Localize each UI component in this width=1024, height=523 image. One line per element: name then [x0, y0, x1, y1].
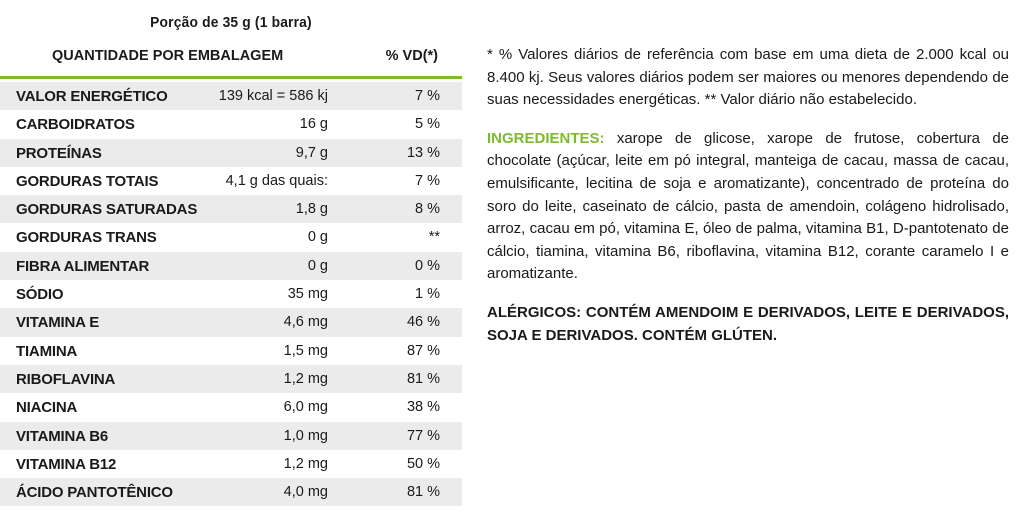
nutrient-amount: 1,8 g [295, 201, 328, 218]
nutrient-name: VITAMINA B12 [16, 455, 117, 473]
table-row [0, 422, 462, 450]
table-row [0, 478, 462, 506]
nutrient-vd: 7 % [415, 88, 440, 104]
nutrient-amount: 35 mg [287, 286, 328, 303]
table-row [0, 365, 462, 393]
ingredients-label: INGREDIENTES: [487, 129, 605, 147]
nutrient-vd: 38 % [406, 399, 440, 416]
table-row [0, 308, 462, 336]
nutrient-vd: ** [428, 229, 440, 246]
header-divider [0, 76, 462, 79]
nutrient-vd: 7 % [415, 172, 440, 189]
nutrient-name: VALOR ENERGÉTICO [16, 88, 168, 105]
nutrient-name: CARBOIDRATOS [16, 116, 135, 134]
nutrient-name: RIBOFLAVINA [16, 370, 116, 388]
table-row [0, 167, 462, 195]
table-row [0, 280, 462, 308]
footnote: * % Valores diários de referência com base em uma dieta de 2.000 kcal ou 8.400 kj. Seus valores diários podem ser maiores ou menores dependendo de suas necessidades energéticas. ** Valor diário não estabelecido. [487, 46, 1009, 109]
nutrient-amount: 4,0 mg [283, 484, 328, 501]
table-row [0, 82, 462, 110]
nutrient-amount: 6,0 mg [283, 399, 328, 416]
nutrition-table [0, 82, 462, 506]
nutrient-name: TIAMINA [16, 342, 78, 360]
ingredients [487, 128, 1009, 286]
nutrient-name: ÁCIDO PANTOTÊNICO [16, 484, 173, 502]
table-row [0, 195, 462, 223]
table-header [0, 46, 462, 70]
quantity-header: QUANTIDADE POR EMBALAGEM [52, 48, 284, 64]
nutrient-amount: 0 g [307, 257, 328, 274]
nutrient-amount: 1,2 mg [283, 370, 328, 387]
nutrient-name: SÓDIO [16, 286, 64, 304]
nutrient-amount: 9,7 g [295, 144, 328, 161]
nutrient-amount: 16 g [299, 116, 328, 133]
nutrient-name: GORDURAS TOTAIS [16, 172, 159, 190]
allergens-warning: ALÉRGICOS: CONTÉM AMENDOIM E DERIVADOS, LEITE E DERIVADOS, SOJA E DERIVADOS. CONTÉM GLÚTEN. [487, 303, 1009, 344]
ingredients-text: xarope de glicose, xarope de frutose, cobertura de chocolate (açúcar, leite em pó integral, manteiga de cacau, massa de cacau, emulsificante, lecitina de soja e aromatizante), concentrado de proteína do soro do leite, caseinato de cálcio, pasta de amendoin, colágeno hidrolisado, arroz, cacau em pó, vitamina E, óleo de palma, vitamina B1, D-pantotenato de cálcio, tiamina, vitamina B6, riboflavina, vitamina B12, corante caramelo I e aromatizante. [487, 129, 1009, 283]
nutrient-name: GORDURAS SATURADAS [16, 201, 198, 219]
nutrient-amount: 1,2 mg [283, 455, 328, 472]
nutrient-name: FIBRA ALIMENTAR [16, 257, 150, 275]
nutrient-vd: 50 % [406, 455, 440, 472]
nutrient-name: NIACINA [16, 399, 78, 417]
nutrient-name: VITAMINA E [16, 314, 99, 332]
nutrient-vd: 5 % [415, 116, 440, 133]
nutrient-vd: 0 % [415, 257, 440, 274]
table-row [0, 450, 462, 478]
nutrient-vd: 1 % [415, 286, 440, 303]
table-row [0, 393, 462, 421]
table-row [0, 223, 462, 251]
nutrient-amount: 4,6 mg [283, 314, 328, 331]
info-panel [487, 44, 1009, 347]
nutrient-amount: 1,5 mg [283, 342, 328, 359]
nutrient-vd: 77 % [406, 427, 440, 444]
table-row [0, 337, 462, 365]
nutrient-vd: 81 % [406, 370, 440, 387]
portion-size: Porção de 35 g (1 barra) [150, 14, 312, 31]
nutrient-name: VITAMINA B6 [16, 427, 108, 445]
table-row [0, 252, 462, 280]
nutrient-vd: 81 % [406, 484, 440, 501]
nutrient-vd: 87 % [406, 342, 440, 359]
nutrient-vd: 8 % [415, 201, 440, 218]
nutrient-name: PROTEÍNAS [16, 144, 102, 162]
nutrient-name: GORDURAS TRANS [16, 229, 157, 247]
nutrient-amount: 0 g [307, 229, 328, 246]
nutrient-amount: 139 kcal = 586 kj [218, 88, 328, 104]
nutrient-amount: 4,1 g das quais: [225, 172, 328, 189]
nutrient-amount: 1,0 mg [283, 427, 328, 444]
vd-header: % VD(*) [385, 48, 438, 64]
table-row [0, 110, 462, 138]
nutrient-vd: 46 % [406, 314, 440, 331]
table-row [0, 139, 462, 167]
nutrient-vd: 13 % [406, 144, 440, 161]
